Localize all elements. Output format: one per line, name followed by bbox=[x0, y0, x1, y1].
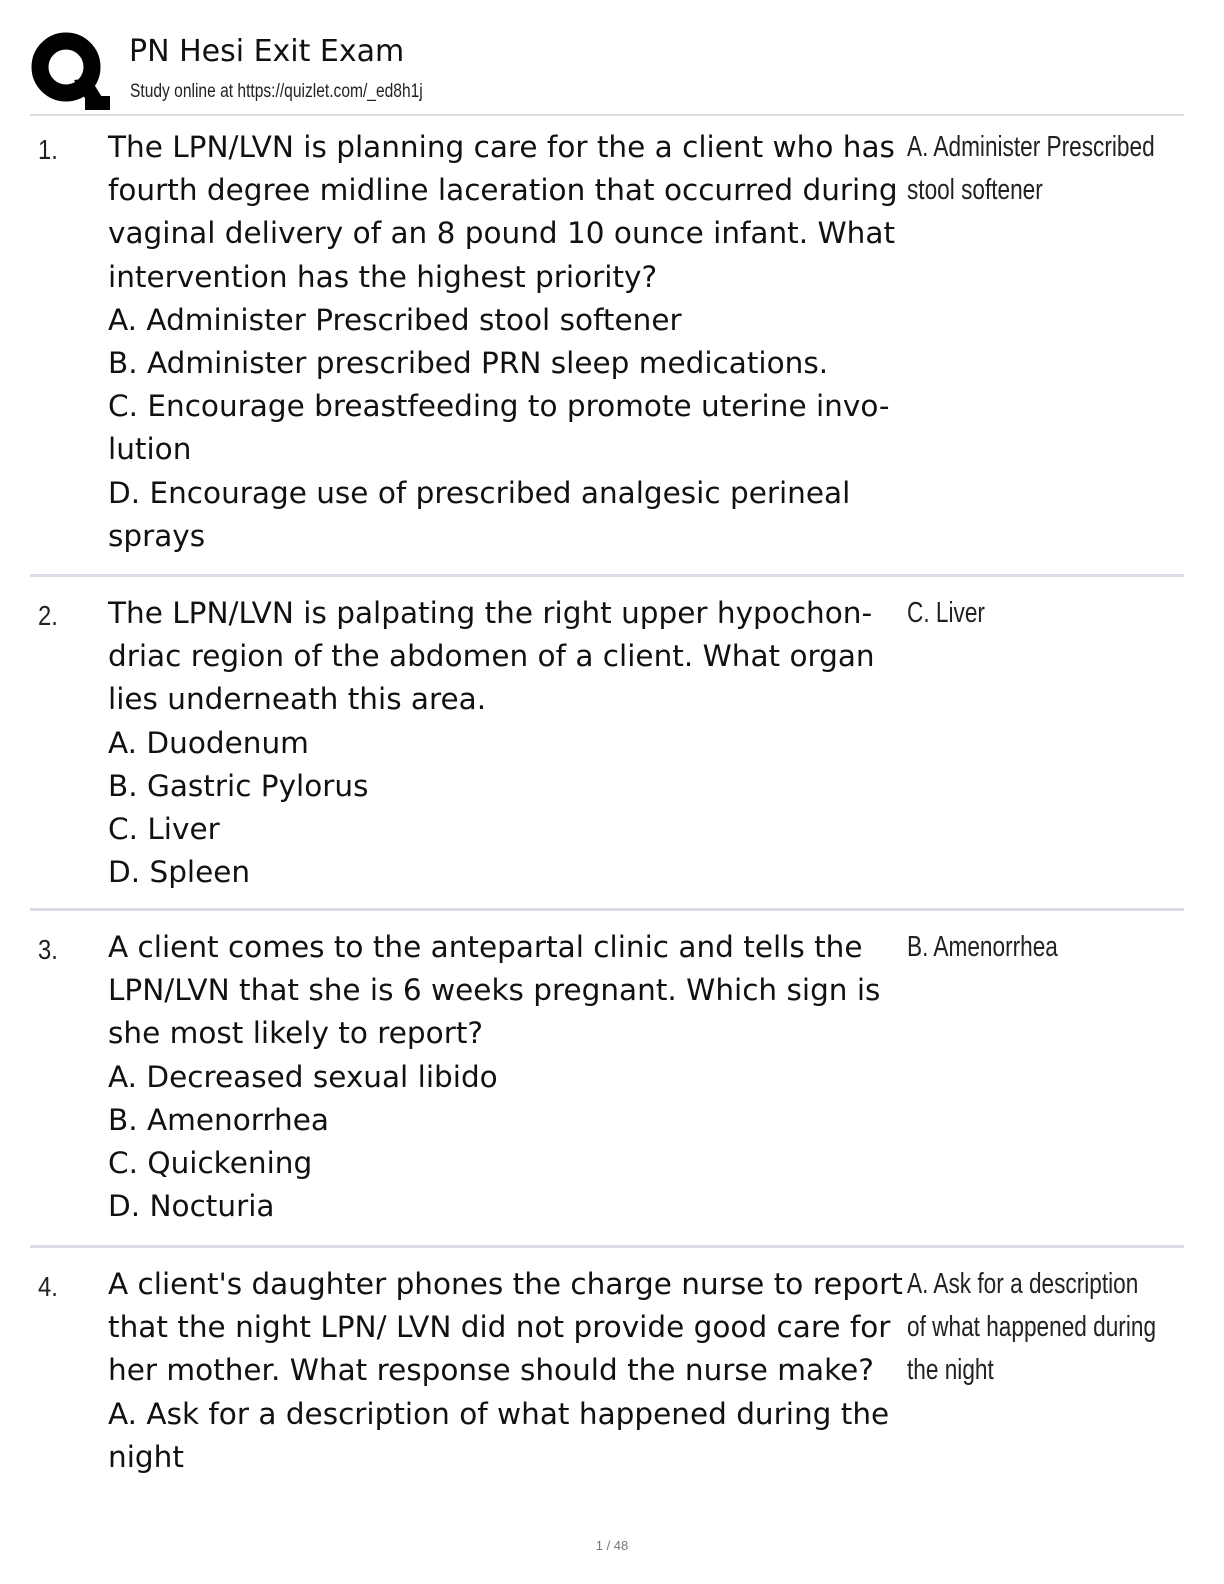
term-line: intervention has the highest priority? bbox=[108, 259, 658, 294]
term-line: she most likely to report? bbox=[108, 1016, 484, 1051]
flashcard-1 bbox=[30, 116, 1184, 577]
term-line: vaginal delivery of an 8 pound 10 ounce infant. What bbox=[108, 216, 896, 251]
flashcard-3 bbox=[30, 911, 1184, 1248]
term-line: The LPN/LVN is palpating the right upper hypochon- bbox=[108, 596, 873, 630]
term-line: A client comes to the antepartal clinic and tells the bbox=[108, 930, 863, 964]
card-number: 3. bbox=[38, 934, 58, 965]
term-line: A. Duodenum bbox=[108, 725, 309, 760]
term-line: A. Decreased sexual libido bbox=[108, 1059, 498, 1094]
term-line: D. Encourage use of prescribed analgesic perineal bbox=[108, 475, 851, 510]
definition-line: C. Liver bbox=[907, 597, 985, 629]
card-number: 1. bbox=[38, 134, 58, 165]
definition-line: the night bbox=[907, 1354, 994, 1387]
definition-line: stool softener bbox=[907, 174, 1043, 207]
term-line: A client's daughter phones the charge nurse to report bbox=[108, 1267, 903, 1301]
term-line: A. Administer Prescribed stool softener bbox=[108, 302, 682, 337]
card-number: 2. bbox=[38, 600, 58, 631]
term-line: that the night LPN/ LVN did not provide good care for bbox=[108, 1310, 891, 1345]
term-line: C. Quickening bbox=[108, 1146, 313, 1181]
term-line: lies underneath this area. bbox=[108, 682, 487, 717]
flashcard-4 bbox=[30, 1248, 1184, 1488]
card-number: 4. bbox=[38, 1271, 58, 1302]
flashcard-list bbox=[30, 116, 1184, 1488]
term-line: The LPN/LVN is planning care for the a client who has bbox=[108, 130, 895, 164]
page-header bbox=[30, 28, 1184, 116]
card-definition bbox=[907, 1263, 1164, 1393]
quizlet-q-logo-icon bbox=[30, 30, 110, 110]
term-line: her mother. What response should the nurse make? bbox=[108, 1353, 874, 1388]
definition-line: A. Administer Prescribed bbox=[907, 131, 1155, 163]
card-term bbox=[108, 1263, 908, 1479]
term-line: B. Gastric Pylorus bbox=[108, 768, 369, 803]
definition-line: of what happened during bbox=[907, 1311, 1157, 1344]
term-line: A. Ask for a description of what happened during the bbox=[108, 1396, 890, 1431]
term-line: D. Nocturia bbox=[108, 1189, 275, 1224]
page-number: 1 / 48 bbox=[595, 1538, 629, 1553]
term-line: C. Liver bbox=[108, 812, 220, 847]
term-line: C. Encourage breastfeeding to promote uterine invo- bbox=[108, 389, 890, 424]
flashcard-2 bbox=[30, 577, 1184, 911]
term-line: B. Administer prescribed PRN sleep medications. bbox=[108, 346, 829, 381]
card-term bbox=[108, 592, 908, 894]
term-line: D. Spleen bbox=[108, 855, 251, 890]
definition-line: A. Ask for a description bbox=[907, 1268, 1139, 1300]
term-line: driac region of the abdomen of a client. What organ bbox=[108, 639, 875, 674]
page-title: PN Hesi Exit Exam bbox=[129, 34, 405, 69]
card-term bbox=[108, 926, 908, 1228]
term-line: fourth degree midline laceration that occurred during bbox=[108, 173, 898, 208]
term-line: LPN/LVN that she is 6 weeks pregnant. Which sign is bbox=[108, 973, 881, 1008]
term-line: lution bbox=[108, 432, 192, 467]
term-line: B. Amenorrhea bbox=[108, 1102, 329, 1137]
card-definition bbox=[907, 926, 1164, 969]
card-definition bbox=[907, 592, 1164, 635]
term-line: night bbox=[108, 1439, 184, 1474]
card-definition bbox=[907, 126, 1164, 212]
card-term bbox=[108, 126, 908, 558]
study-online-link-text: Study online at https://quizlet.com/_ed8h1j bbox=[130, 81, 423, 102]
term-line: sprays bbox=[108, 518, 206, 553]
definition-line: B. Amenorrhea bbox=[907, 931, 1058, 963]
